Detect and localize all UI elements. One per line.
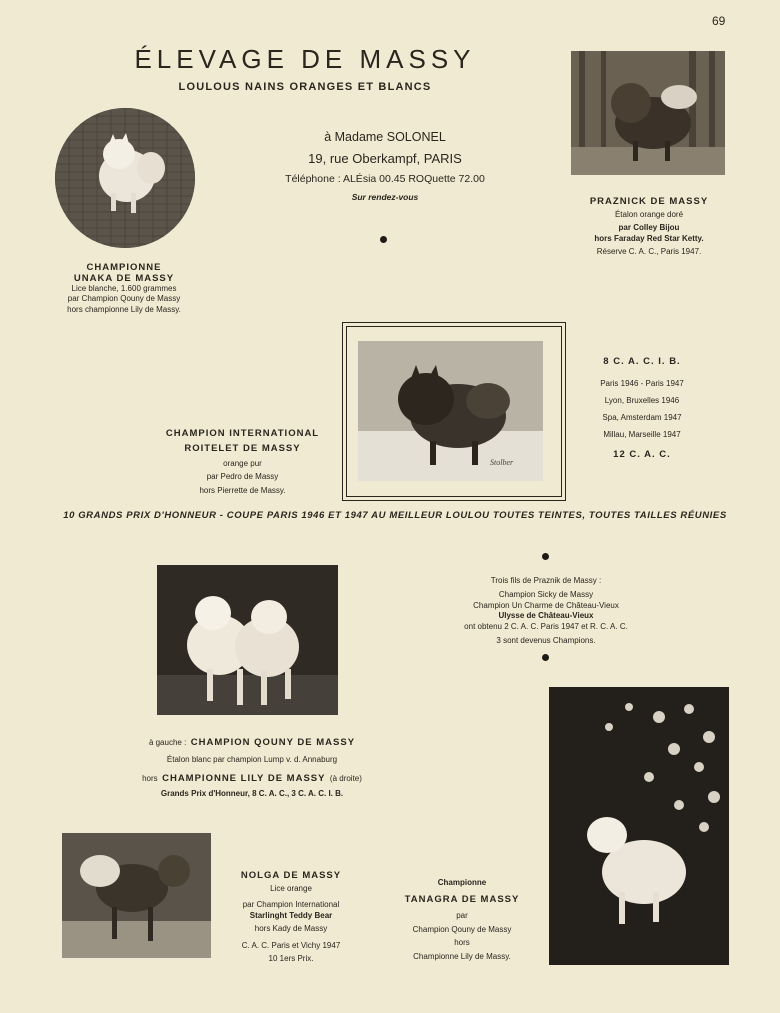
awards-item: Millau, Marseille 1947: [603, 430, 681, 439]
bullet-dot: [542, 553, 549, 560]
roitelet-desc: orange pur: [223, 459, 262, 468]
sons-name: Champion Un Charme de Château-Vieux: [473, 600, 619, 610]
awards-block: [596, 356, 688, 460]
sons-block: [430, 576, 662, 646]
awards-title: 8 C. A. C. I. B.: [603, 356, 681, 367]
contact-phone: Téléphone : ALÉsia 00.45 ROQuette 72.00: [285, 173, 485, 185]
nolga-caption: [220, 870, 362, 964]
contact-recipient: à Madame SOLONEL: [324, 130, 446, 144]
nolga-award-2: 10 1ers Prix.: [268, 953, 314, 963]
qouny-caption: [118, 732, 386, 800]
awards-item: Paris 1946 - Paris 1947: [600, 379, 684, 388]
contact-address: 19, rue Oberkampf, PARIS: [308, 151, 462, 166]
qouny-lily-photo: [157, 565, 338, 715]
qouny-desc: Étalon blanc par champion Lump v. d. Annaburg: [166, 755, 338, 764]
contact-block: [260, 130, 510, 202]
praznick-photo: [571, 51, 725, 175]
awards-item: Spa, Amsterdam 1947: [602, 413, 682, 422]
unaka-desc: Lice blanche, 1.600 grammes: [71, 284, 177, 293]
nolga-sire-2: Starlinght Teddy Bear: [249, 910, 333, 920]
tanagra-dam: Championne Lily de Massy.: [413, 951, 511, 961]
roitelet-sire: par Pedro de Massy: [206, 472, 279, 482]
bullet-dot: [380, 236, 387, 243]
tanagra-hors: hors: [454, 938, 470, 948]
contact-appointment: Sur rendez-vous: [351, 192, 419, 202]
nolga-sire-1: par Champion International: [242, 900, 340, 910]
awards-cac: 12 C. A. C.: [613, 449, 671, 460]
tanagra-caption: [392, 878, 532, 962]
tanagra-photo: [549, 687, 729, 965]
prize-banner: 10 GRANDS PRIX D'HONNEUR - COUPE PARIS 1946 ET 1947 AU MEILLEUR LOULOU TOUTES TEINTES, TOUTES TAILLES RÉUNIES: [63, 510, 727, 521]
nolga-photo: [62, 833, 211, 958]
sons-name: Champion Sicky de Massy: [498, 590, 594, 600]
praznick-dam: hors Faraday Red Star Ketty.: [594, 233, 704, 243]
praznick-title: PRAZNICK DE MASSY: [589, 196, 709, 207]
unaka-photo: [55, 108, 195, 248]
roitelet-title-2: ROITELET DE MASSY: [184, 443, 301, 454]
roitelet-title-1: CHAMPION INTERNATIONAL: [165, 428, 320, 439]
bullet-dot: [542, 654, 549, 661]
unaka-dam: hors championne Lily de Massy.: [67, 304, 181, 314]
nolga-award-1: C. A. C. Paris et Vichy 1947: [241, 940, 341, 950]
awards-item: Lyon, Bruxelles 1946: [604, 396, 680, 405]
lily-title: CHAMPIONNE LILY DE MASSY: [162, 773, 326, 785]
tanagra-title-1: Championne: [437, 878, 487, 887]
praznick-caption: [568, 196, 730, 258]
qouny-title: CHAMPION QOUNY DE MASSY: [190, 737, 356, 748]
nolga-dam: hors Kady de Massy: [254, 924, 328, 934]
nolga-title: NOLGA DE MASSY: [240, 870, 342, 881]
praznick-award: Réserve C. A. C., Paris 1947.: [596, 247, 702, 257]
sons-name: Ulysse de Château-Vieux: [498, 611, 594, 621]
unaka-title-1: CHAMPIONNE: [86, 262, 162, 273]
tanagra-title-2: TANAGRA DE MASSY: [404, 894, 520, 906]
page-title: ÉLEVAGE DE MASSY: [134, 44, 476, 74]
lily-suffix: (à droite): [329, 774, 362, 784]
unaka-title-2: UNAKA DE MASSY: [73, 273, 175, 284]
nolga-desc: Lice orange: [270, 884, 312, 893]
tanagra-sire: Champion Qouny de Massy: [412, 924, 512, 934]
roitelet-photo: [358, 341, 543, 481]
praznick-desc: Étalon orange doré: [614, 210, 684, 219]
photographer-signature: Stolber: [490, 458, 514, 467]
lily-prefix: hors: [142, 774, 158, 784]
unaka-sire: par Champion Qouny de Massy: [67, 294, 181, 304]
sons-intro: Trois fils de Praznik de Massy :: [490, 576, 602, 585]
tanagra-par: par: [456, 911, 468, 921]
roitelet-dam: hors Pierrette de Massy.: [199, 485, 286, 495]
sons-champions: 3 sont devenus Champions.: [496, 635, 596, 645]
qouny-prefix: à gauche :: [148, 738, 187, 747]
page-number: 69: [712, 14, 726, 28]
unaka-caption: [40, 262, 208, 315]
roitelet-caption: [150, 428, 335, 496]
sons-result: ont obtenu 2 C. A. C. Paris 1947 et R. C. A. C.: [464, 621, 628, 631]
qouny-awards: Grands Prix d'Honneur, 8 C. A. C., 3 C. A. C. I. B.: [160, 789, 344, 799]
praznick-sire: par Colley Bijou: [618, 223, 680, 233]
page-subtitle: LOULOUS NAINS ORANGES ET BLANCS: [178, 81, 432, 93]
